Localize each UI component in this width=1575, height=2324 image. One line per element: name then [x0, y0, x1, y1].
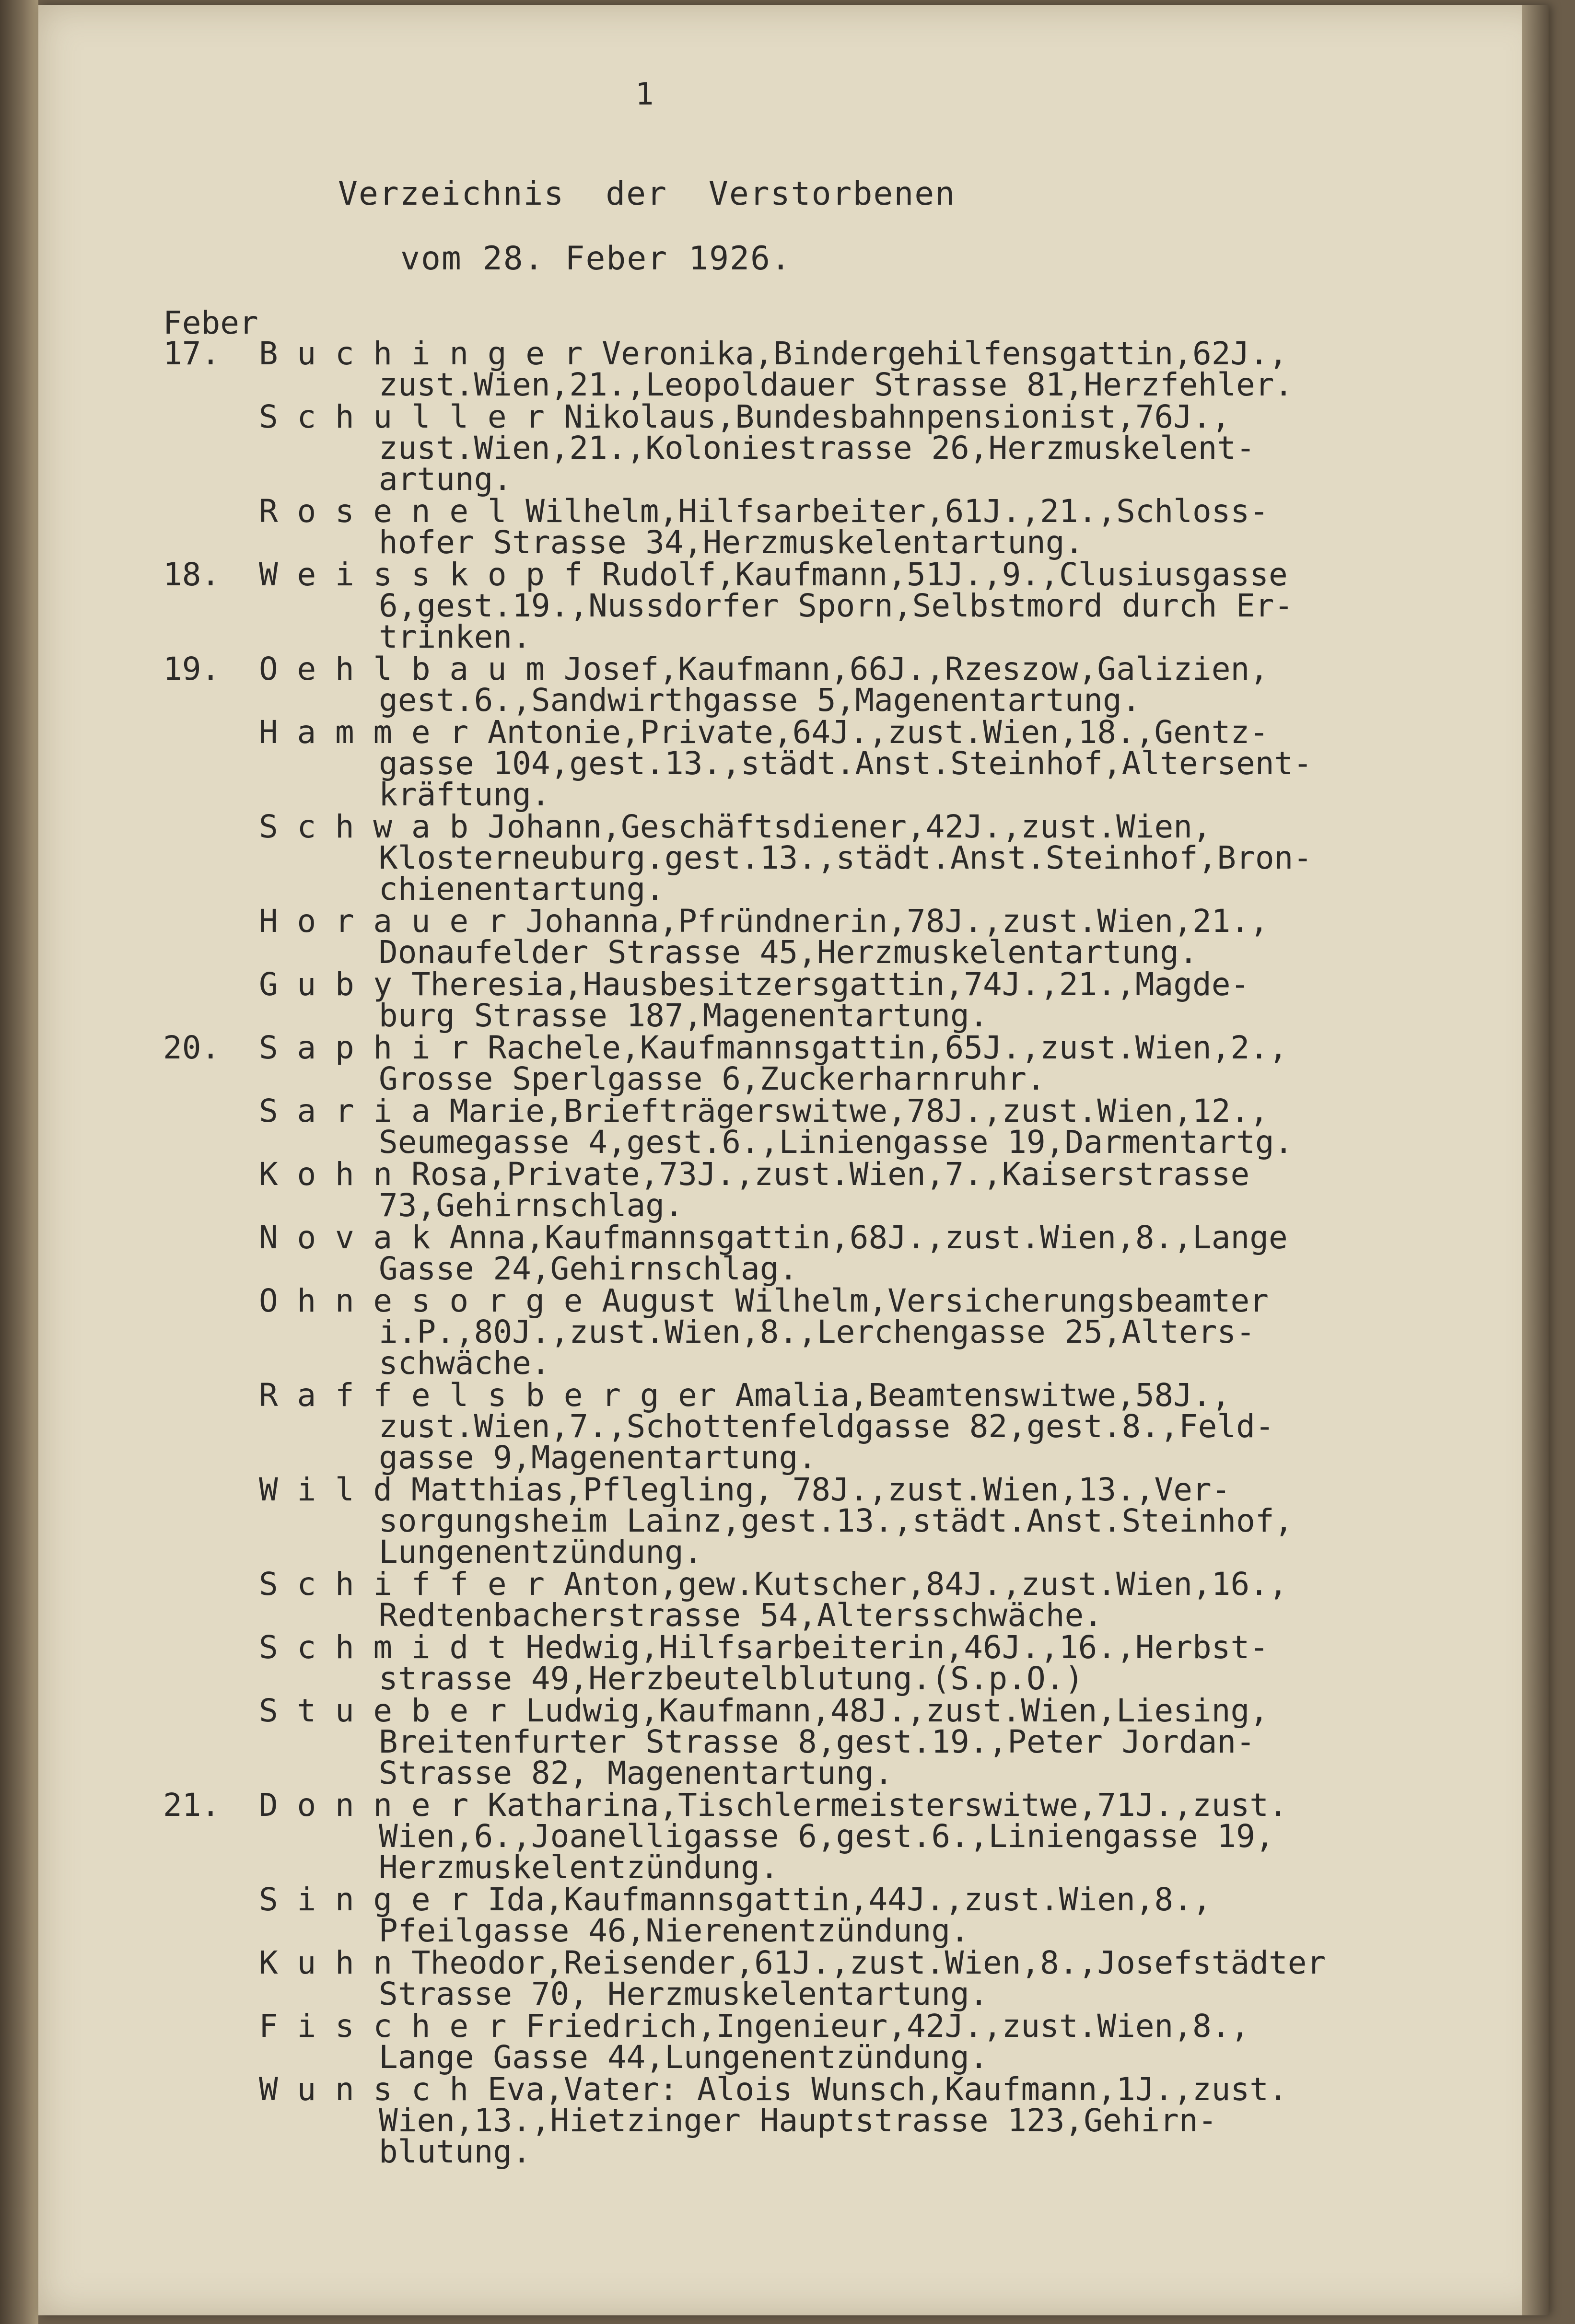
entry-first-line: S t u e b e r Ludwig,Kaufmann,48J.,zust.Wien,Liesing,: [259, 1692, 1269, 1729]
register-entry: [163, 1881, 1515, 1949]
register-entry: [163, 1282, 1515, 1382]
register-entry: [163, 966, 1515, 1034]
entry-continuation-line: schwäche.: [379, 1345, 550, 1382]
document-page: [38, 5, 1549, 2315]
register-entry: [163, 2071, 1515, 2170]
entry-continuation-line: Wien,13.,Hietzinger Hauptstrasse 123,Gehirn-: [379, 2102, 1217, 2139]
entry-first-line: W e i s s k o p f Rudolf,Kaufmann,51J.,9.,Clusiusgasse: [259, 556, 1288, 593]
entry-first-line: O h n e s o r g e August Wilhelm,Versicherungsbeamter: [259, 1282, 1269, 1319]
register-entry: [163, 903, 1515, 971]
entry-first-line: K o h n Rosa,Private,73J.,zust.Wien,7.,Kaiserstrasse: [259, 1156, 1250, 1193]
entry-day: 18.: [163, 556, 221, 593]
entry-continuation-line: i.P.,80J.,zust.Wien,8.,Lerchengasse 25,Alters-: [379, 1313, 1255, 1350]
entry-day: 17.: [163, 335, 221, 372]
entry-first-line: R o s e n e l Wilhelm,Hilfsarbeiter,61J.,21.,Schloss-: [259, 493, 1269, 530]
entry-continuation-line: zust.Wien,7.,Schottenfeldgasse 82,gest.8.,Feld-: [379, 1408, 1274, 1445]
entry-continuation-line: Grosse Sperlgasse 6,Zuckerharnruhr.: [379, 1060, 1046, 1097]
entry-first-line: S i n g e r Ida,Kaufmannsgattin,44J.,zust.Wien,8.,: [259, 1881, 1212, 1918]
register-entry: [163, 808, 1515, 907]
entry-continuation-line: 6,gest.19.,Nussdorfer Sporn,Selbstmord durch Er-: [379, 587, 1294, 624]
register-entry: [163, 2008, 1515, 2076]
document-subtitle: vom 28. Feber 1926.: [400, 240, 792, 278]
entry-first-line: B u c h i n g e r Veronika,Bindergehilfensgattin,62J.,: [259, 335, 1288, 372]
death-register-entries: [163, 335, 1515, 2170]
entry-first-line: W u n s c h Eva,Vater: Alois Wunsch,Kaufmann,1J.,zust.: [259, 2071, 1288, 2108]
entry-first-line: R a f f e l s b e r g er Amalia,Beamtenswitwe,58J.,: [259, 1377, 1231, 1414]
page-number: 1: [635, 77, 654, 112]
entry-continuation-line: blutung.: [379, 2133, 531, 2170]
entry-continuation-line: Redtenbacherstrasse 54,Altersschwäche.: [379, 1597, 1103, 1634]
entry-first-line: S a r i a Marie,Briefträgerswitwe,78J.,zust.Wien,12.,: [259, 1092, 1269, 1129]
entry-continuation-line: gest.6.,Sandwirthgasse 5,Magenentartung.: [379, 682, 1141, 719]
entry-continuation-line: Gasse 24,Gehirnschlag.: [379, 1250, 798, 1287]
entry-first-line: H o r a u e r Johanna,Pfründnerin,78J.,zust.Wien,21.,: [259, 903, 1269, 940]
entry-continuation-line: chienentartung.: [379, 871, 665, 907]
entry-continuation-line: gasse 104,gest.13.,städt.Anst.Steinhof,Altersent-: [379, 745, 1313, 782]
entry-first-line: W i l d Matthias,Pflegling, 78J.,zust.Wien,13.,Ver-: [259, 1471, 1231, 1508]
entry-first-line: G u b y Theresia,Hausbesitzersgattin,74J.,21.,Magde-: [259, 966, 1250, 1003]
entry-continuation-line: zust.Wien,21.,Koloniestrasse 26,Herzmuskelent-: [379, 430, 1255, 466]
entry-continuation-line: Lungenentzündung.: [379, 1534, 703, 1570]
register-entry: [163, 1471, 1515, 1570]
entry-continuation-line: burg Strasse 187,Magenentartung.: [379, 997, 989, 1034]
entry-first-line: S c h w a b Johann,Geschäftsdiener,42J.,zust.Wien,: [259, 808, 1212, 845]
document-title: Verzeichnis der Verstorbenen: [338, 175, 956, 213]
register-entry: [163, 1219, 1515, 1287]
entry-continuation-line: hofer Strasse 34,Herzmuskelentartung.: [379, 524, 1084, 561]
entry-first-line: K u h n Theodor,Reisender,61J.,zust.Wien,8.,Josefstädter: [259, 1944, 1326, 1981]
entry-day: 20.: [163, 1029, 221, 1066]
entry-continuation-line: zust.Wien,21.,Leopoldauer Strasse 81,Herzfehler.: [379, 366, 1294, 403]
entry-continuation-line: strasse 49,Herzbeutelblutung.(S.p.O.): [379, 1660, 1084, 1697]
register-entry: [163, 1944, 1515, 2012]
entry-continuation-line: Strasse 70, Herzmuskelentartung.: [379, 1975, 989, 2012]
register-entry: [163, 1029, 1515, 1097]
entry-continuation-line: Wien,6.,Joanelligasse 6,gest.6.,Liniengasse 19,: [379, 1818, 1274, 1855]
register-entry: [163, 1692, 1515, 1791]
entry-first-line: F i s c h e r Friedrich,Ingenieur,42J.,zust.Wien,8.,: [259, 2008, 1250, 2045]
entry-first-line: N o v a k Anna,Kaufmannsgattin,68J.,zust.Wien,8.,Lange: [259, 1219, 1288, 1256]
entry-day: 19.: [163, 651, 221, 687]
entry-continuation-line: Herzmuskelentzündung.: [379, 1849, 779, 1886]
register-entry: [163, 335, 1515, 403]
book-spine: [0, 0, 38, 2324]
register-entry: [163, 398, 1515, 498]
register-entry: [163, 714, 1515, 813]
register-entry: [163, 1156, 1515, 1224]
register-entry: [163, 1566, 1515, 1634]
entry-continuation-line: Strasse 82, Magenentartung.: [379, 1755, 893, 1791]
entry-continuation-line: Seumegasse 4,gest.6.,Liniengasse 19,Darmentartg.: [379, 1124, 1294, 1161]
entry-continuation-line: artung.: [379, 461, 513, 498]
entry-continuation-line: sorgungsheim Lainz,gest.13.,städt.Anst.Steinhof,: [379, 1502, 1294, 1539]
register-entry: [163, 1377, 1515, 1476]
entry-continuation-line: kräftung.: [379, 776, 550, 813]
entry-continuation-line: 73,Gehirnschlag.: [379, 1187, 684, 1224]
page-edge: [1522, 5, 1549, 2315]
entry-continuation-line: Lange Gasse 44,Lungenentzündung.: [379, 2039, 989, 2076]
entry-day: 21.: [163, 1787, 221, 1824]
entry-first-line: H a m m e r Antonie,Private,64J.,zust.Wien,18.,Gentz-: [259, 714, 1269, 751]
register-entry: [163, 1092, 1515, 1161]
entry-first-line: O e h l b a u m Josef,Kaufmann,66J.,Rzeszow,Galizien,: [259, 651, 1269, 687]
register-entry: [163, 556, 1515, 655]
register-entry: [163, 1629, 1515, 1697]
entry-first-line: S c h m i d t Hedwig,Hilfsarbeiterin,46J.,16.,Herbst-: [259, 1629, 1269, 1666]
register-entry: [163, 651, 1515, 719]
entry-continuation-line: Klosterneuburg.gest.13.,städt.Anst.Steinhof,Bron-: [379, 839, 1313, 876]
entry-continuation-line: gasse 9,Magenentartung.: [379, 1439, 817, 1476]
register-entry: [163, 1787, 1515, 1886]
entry-first-line: D o n n e r Katharina,Tischlermeisterswitwe,71J.,zust.: [259, 1787, 1288, 1824]
entry-continuation-line: Donaufelder Strasse 45,Herzmuskelentartung.: [379, 934, 1198, 971]
entry-first-line: S c h u l l e r Nikolaus,Bundesbahnpensionist,76J.,: [259, 398, 1231, 435]
entry-continuation-line: Breitenfurter Strasse 8,gest.19.,Peter Jordan-: [379, 1723, 1255, 1760]
month-heading: Feber: [163, 304, 258, 341]
entry-first-line: S c h i f f e r Anton,gew.Kutscher,84J.,zust.Wien,16.,: [259, 1566, 1288, 1603]
entry-continuation-line: trinken.: [379, 618, 531, 655]
entry-continuation-line: Pfeilgasse 46,Nierenentzündung.: [379, 1912, 969, 1949]
register-entry: [163, 493, 1515, 561]
entry-first-line: S a p h i r Rachele,Kaufmannsgattin,65J.,zust.Wien,2.,: [259, 1029, 1288, 1066]
